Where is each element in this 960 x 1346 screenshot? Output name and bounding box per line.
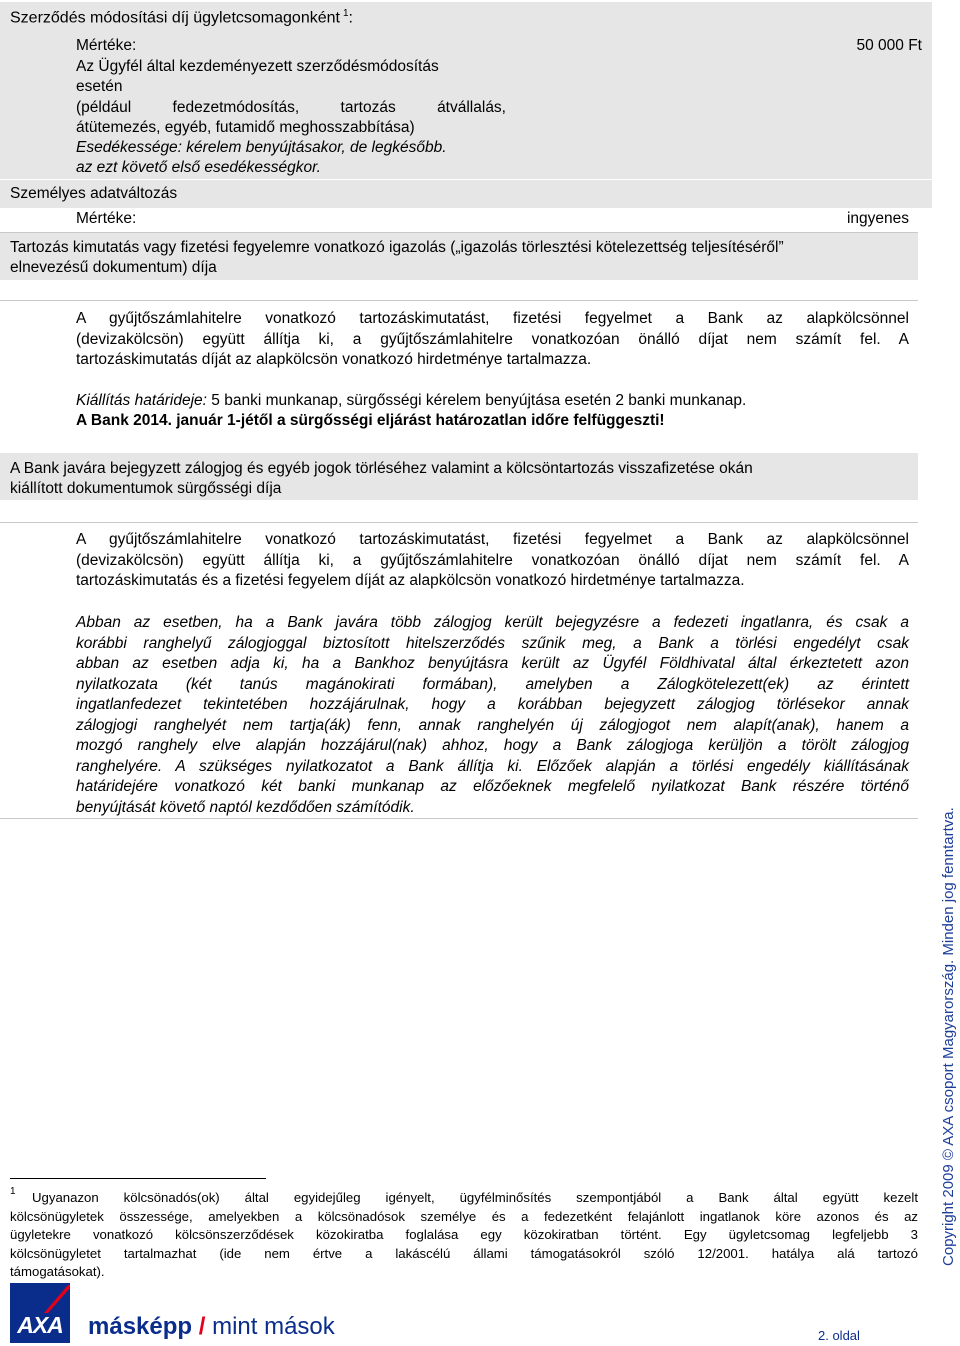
- divider: [0, 818, 918, 819]
- fee-label: Mértéke:: [76, 37, 137, 54]
- section-title-text: Szerződés módosítási díj ügyletcsomagonként: [10, 9, 340, 27]
- footnote-number: 1: [10, 1186, 16, 1197]
- slogan-separator: /: [198, 1313, 206, 1340]
- italic-line: zálogjogi ranghelyét nem tartja(ák) fenn, annak ranghelyén új zálogjogot nem alapít(anak), hanem a: [76, 716, 909, 734]
- para-line: A gyűjtőszámlahitelre vonatkozó tartozáskimutatást, fizetési fegyelmet a Bank az alapkölcsönnel: [76, 310, 909, 327]
- italic-line: ingatlanfedezet tekintetében hozzájárulnak, hogy a korábban bejegyzett zálogjog törlésekor annak: [76, 696, 909, 713]
- para-line: tartozáskimutatás díját az alapkölcsön vonatkozó hirdetménye tartalmazza.: [76, 351, 592, 368]
- fee-description: [76, 57, 506, 179]
- italic-line: korábbi ranghelyű zálogjoggal biztosított hitelszerződés szűnik meg, a Bank a törlési engedélyt csak: [76, 634, 909, 652]
- footnote-ref: 1: [342, 8, 349, 19]
- desc-line: (például fedezetmódosítás, tartozás átvállalás,: [76, 98, 506, 116]
- fee-label: Mértéke:: [76, 210, 137, 227]
- italic-line: benyújtását követő naptól kezdődően számítódik.: [76, 798, 415, 816]
- italic-line: határidejére vonatkozó két banki munkanap az előzőeknek megfelelő nyilatkozat Bank részére történő: [76, 778, 909, 795]
- italic-line: abban az esetben adja ki, ha a Bankhoz benyújtásra került az Ügyfél Földhivatal által érkeztetett azon: [76, 655, 909, 672]
- para-line: (devizakölcsön) együtt állítja ki, a gyűjtőszámlahitelre vonatkozóan önálló díjat nem számít fel. A: [76, 551, 909, 569]
- copyright: Copyright 2009 © AXA csoport Magyarország. Minden jog fenntartva.: [940, 807, 957, 1266]
- page-number: 2. oldal: [818, 1328, 860, 1343]
- divider: [0, 300, 918, 301]
- footnote-line: kölcsönügyletet tartalmazhat (ide nem értve a lakáscélú állami támogatásokról szóló 12/2001. hatálya alá tartozó: [10, 1245, 918, 1261]
- deadline-label: Kiállítás határideje:: [76, 392, 207, 409]
- section-title-suffix: :: [348, 9, 353, 27]
- italic-line: nyilatkozata (két tanús magánokirati formában), amelyben a Zálogkötelezett(ek) az érintett: [76, 675, 909, 693]
- italic-line: ranghelyére. A szükséges nyilatkozatot a Bank állítja ki. Előzőek alapján a törlési engedély kiállításának: [76, 757, 909, 775]
- italic-line: mozgó ranghely elve alapján hozzájárul(nak) ahhoz, hogy a Bank zálogjoga kerüljön a törölt zálogjog: [76, 737, 909, 754]
- section-title: [10, 238, 784, 278]
- paragraph: [76, 309, 909, 371]
- title-line: elnevezésű dokumentum) díja: [10, 259, 217, 276]
- para-line: (devizakölcsön) együtt állítja ki, a gyűjtőszámlahitelre vonatkozóan önálló díjat nem számít fel. A: [76, 330, 909, 348]
- deadline-text: 5 banki munkanap, sürgősségi kérelem benyújtása esetén 2 banki munkanap.: [206, 392, 747, 409]
- axa-logo-text: AXA: [17, 1312, 63, 1338]
- fee-amount: 50 000 Ft: [856, 37, 922, 54]
- fee-amount: ingyenes: [846, 210, 909, 227]
- italic-line: Abban az esetben, ha a Bank javára több zálogjog került bejegyzésre a fedezeti ingatlanra, és csak a: [76, 614, 909, 631]
- para-line: tartozáskimutatás és a fizetési fegyelem díját az alapkölcsön vonatkozó hirdetménye tartalmazza.: [76, 572, 745, 589]
- section-title: Személyes adatváltozás: [10, 185, 178, 202]
- footnote-line: Ugyanazon kölcsönadós(ok) által egyidejűleg igényelt, ügyfélminősítés szempontjából a Bank által együtt kezelt: [32, 1190, 918, 1205]
- slogan-secondary: mint mások: [212, 1313, 335, 1340]
- slogan-primary: másképp: [88, 1313, 193, 1340]
- footnote-text: [10, 1189, 918, 1282]
- footnote-line: támogatásokat).: [10, 1264, 105, 1279]
- section-title: [10, 8, 353, 27]
- footnote-line: kölcsönügyletek összessége, amelyekben a kölcsönadósok személye és a fedezetként felajánlott ingatlanok köre azonos és az: [10, 1208, 918, 1224]
- footnote-line: ügyletekre vonatkozó kölcsönszerződések közokiratba foglalása egy közokiratban történt. Egy ügyletcsomag legfeljebb 3: [10, 1227, 918, 1242]
- due-line: Esedékessége: kérelem benyújtásakor, de legkésőbb.: [76, 139, 447, 157]
- desc-line: Az Ügyfél által kezdeményezett szerződésmódosítás: [76, 58, 439, 75]
- divider: [0, 522, 918, 523]
- title-line: kiállított dokumentumok sürgősségi díja: [10, 480, 282, 497]
- deadline-line: [76, 392, 746, 410]
- footnote-rule: [10, 1178, 266, 1179]
- desc-line: átütemezés, egyéb, futamidő meghosszabbítása): [76, 118, 415, 136]
- axa-logo: [10, 1283, 70, 1343]
- slogan: [88, 1313, 335, 1341]
- title-line: A Bank javára bejegyzett zálogjog és egyéb jogok törléséhez valamint a kölcsöntartozás visszafizetése okán: [10, 460, 753, 477]
- para-line: A gyűjtőszámlahitelre vonatkozó tartozáskimutatást, fizetési fegyelmet a Bank az alapkölcsönnel: [76, 531, 909, 548]
- section-title: [10, 459, 753, 499]
- suspension-notice: A Bank 2014. január 1-jétől a sürgősségi eljárást határozatlan időre felfüggeszti!: [76, 412, 665, 429]
- desc-line: esetén: [76, 78, 123, 96]
- paragraph: [76, 530, 909, 592]
- title-line: Tartozás kimutatás vagy fizetési fegyelemre vonatkozó igazolás („igazolás törlesztési kötelezettség teljesítéséről”: [10, 239, 784, 256]
- italic-paragraph: [76, 613, 909, 818]
- due-line: az ezt követő első esedékességkor.: [76, 159, 321, 177]
